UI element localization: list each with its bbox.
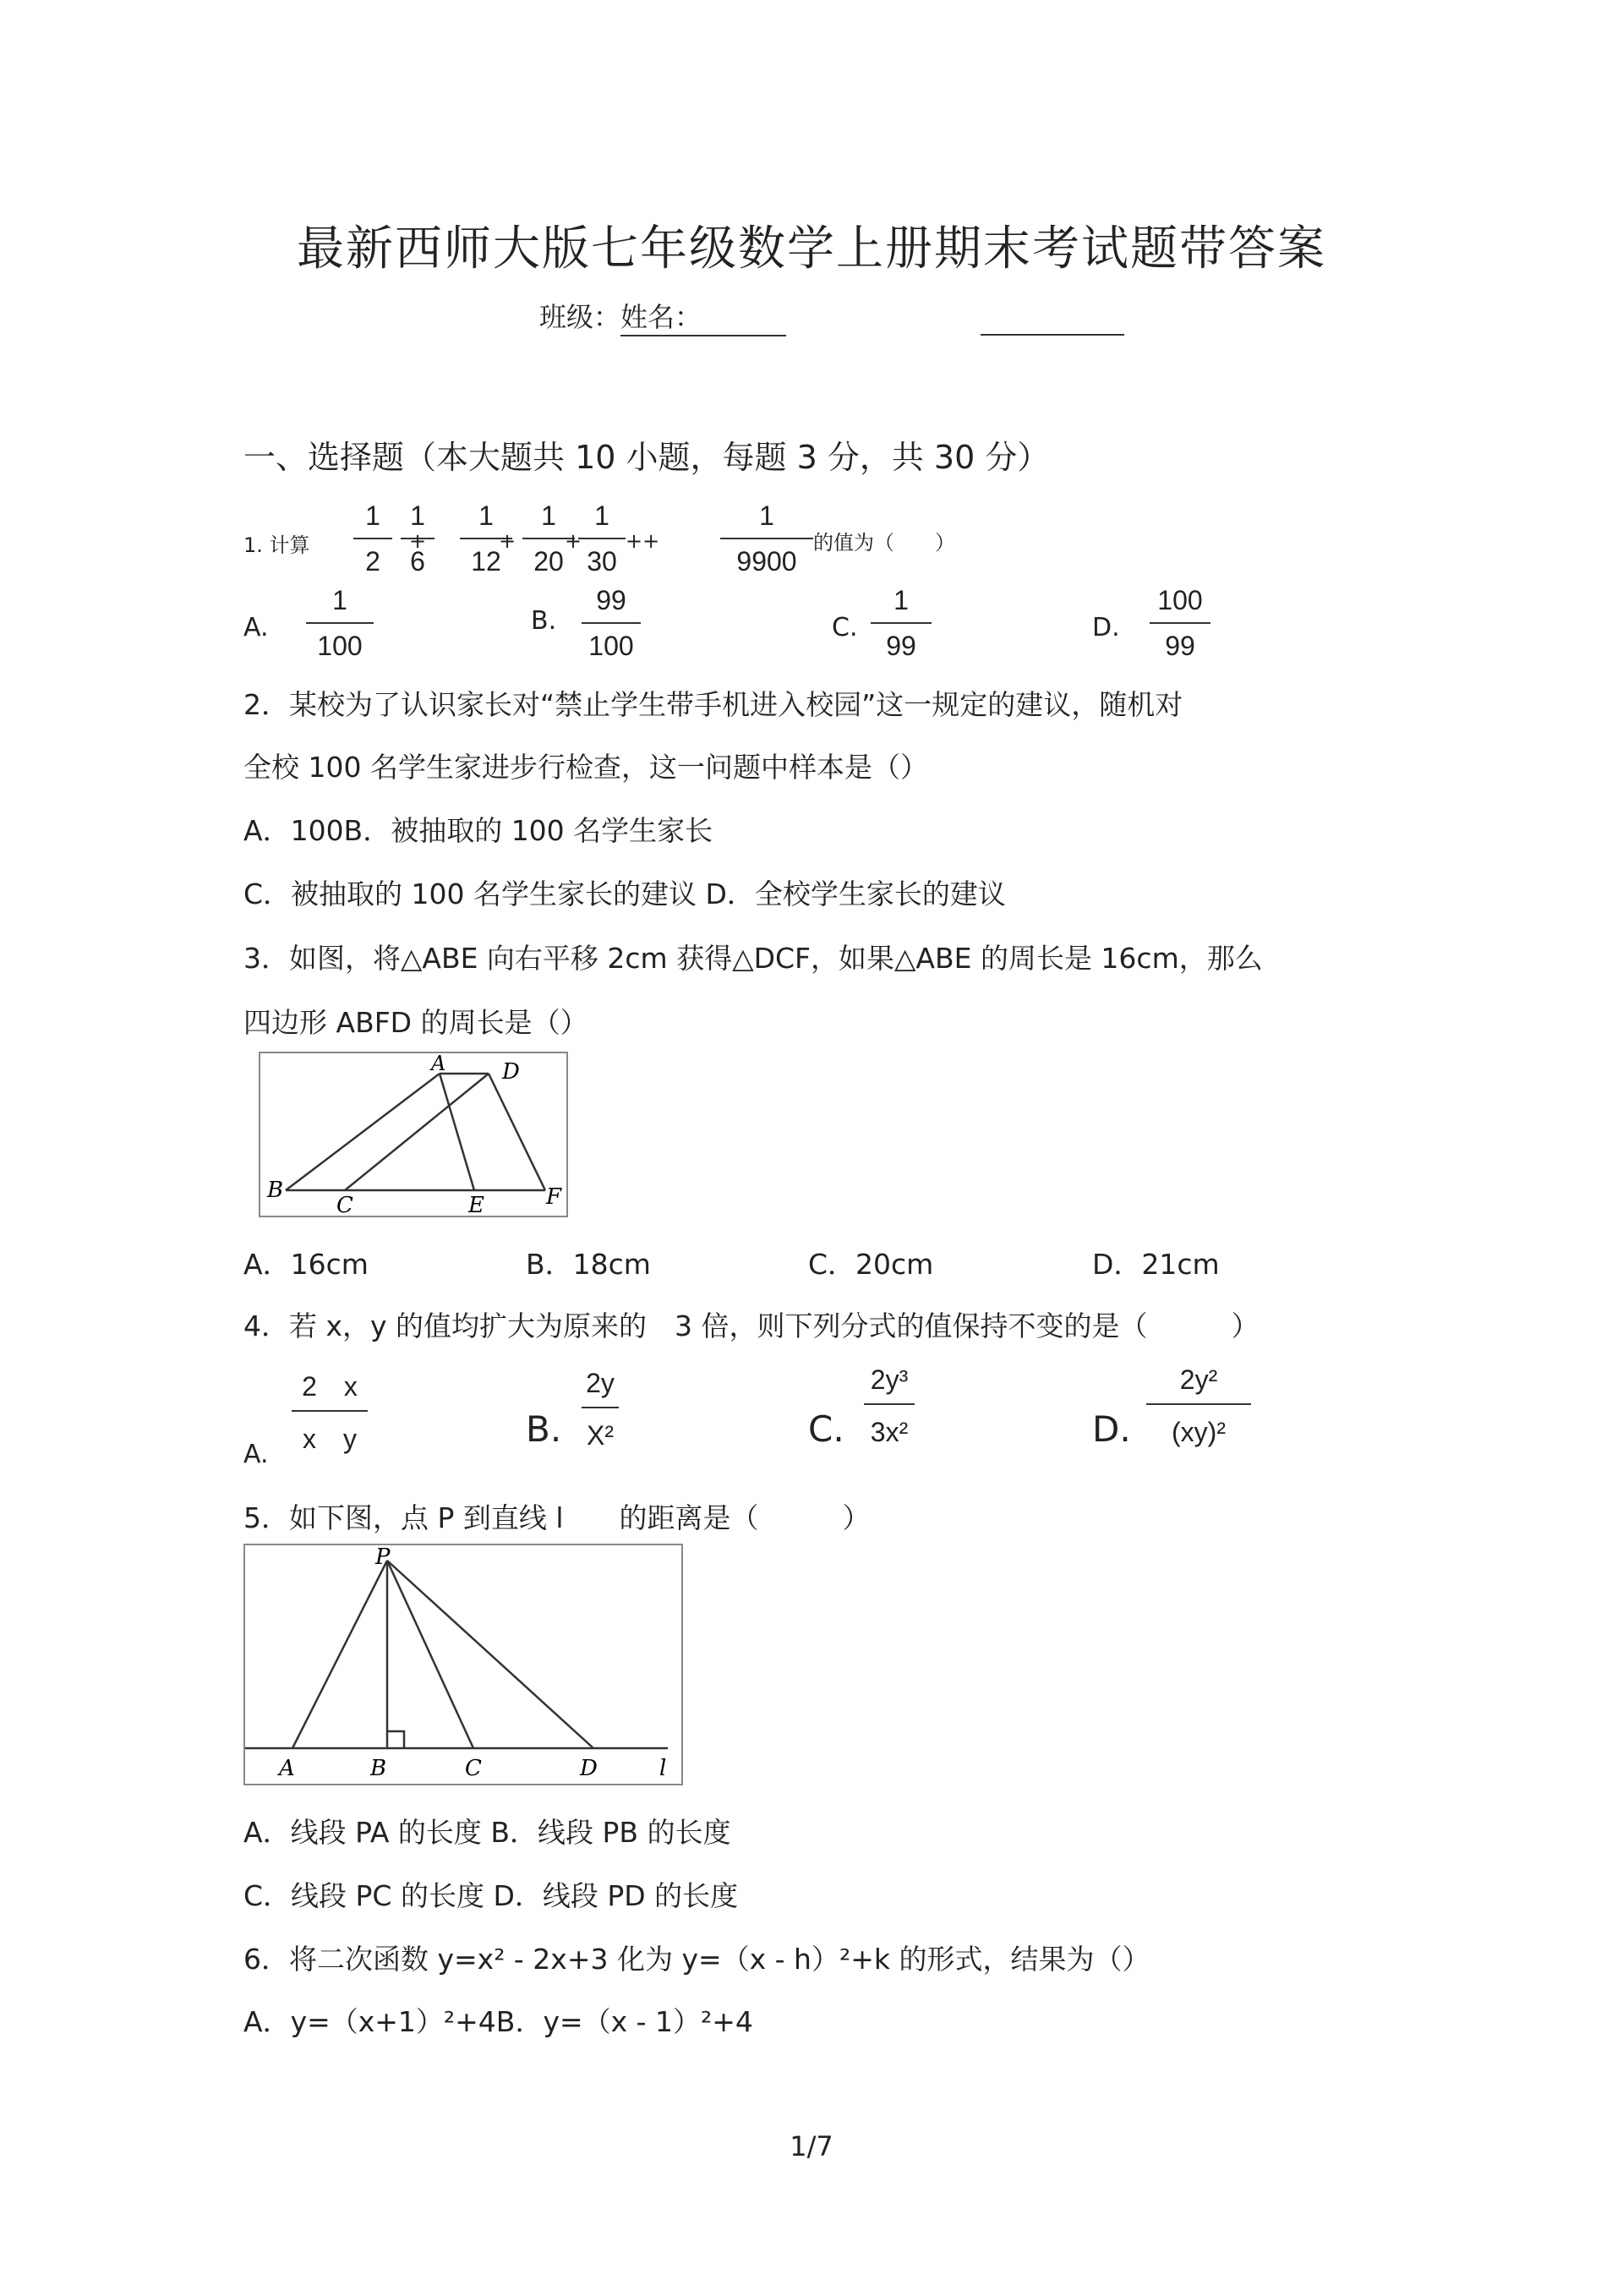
q4-option-b-label: B.	[526, 1408, 562, 1450]
q2-option-ab: A．100B．被抽取的 100 名学生家长	[243, 814, 713, 847]
q2-option-cd: C．被抽取的 100 名学生家长的建议 D．全校学生家长的建议	[243, 877, 1006, 910]
right-angle-mark	[387, 1731, 404, 1748]
q1-option-a-label: A.	[243, 613, 269, 642]
q1-term-last: 1 9900	[720, 499, 813, 578]
name-label: 姓名：	[620, 301, 702, 333]
q4-option-a-label: A.	[243, 1440, 269, 1469]
q3-figure	[259, 1052, 568, 1217]
q1-option-c-label: C.	[832, 613, 858, 642]
q1-term-4: 1 20	[522, 499, 575, 578]
fig-label-a: A	[431, 1053, 446, 1075]
fig-label-d: D	[502, 1059, 520, 1085]
q1-option-d: 100 99	[1150, 583, 1210, 663]
q3-option-a: A．16cm	[243, 1248, 369, 1281]
q1-op-1: +	[409, 529, 427, 553]
q1-op-3: +	[565, 529, 582, 553]
q1-option-b-label: B.	[531, 606, 557, 636]
q3-line2: 四边形 ABFD 的周长是（）	[243, 1006, 588, 1039]
class-label: 班级：	[539, 301, 621, 333]
q3-option-b: B．18cm	[526, 1248, 651, 1281]
fig-label-e: E	[468, 1193, 484, 1216]
segment-ae	[440, 1074, 474, 1190]
blank-line	[981, 334, 1124, 336]
q6-option-ab: A．y=（x+1）²+4B．y=（x - 1）²+4	[243, 2005, 753, 2038]
q4-option-d: 2y² (xy)²	[1146, 1363, 1251, 1449]
q5-figure	[243, 1544, 683, 1785]
q3-diagram	[260, 1053, 566, 1216]
fig-label-f: F	[546, 1184, 562, 1210]
q1-term-1: 1 2	[353, 499, 392, 578]
q1-option-a: 1 100	[306, 583, 374, 663]
segment-df	[489, 1074, 545, 1190]
q1-op-4: ++	[626, 529, 660, 553]
q2-line1: 2．某校为了认识家长对“禁止学生带手机进入校园”这一规定的建议，随机对	[243, 688, 1183, 721]
fig-label-a5: A	[279, 1756, 295, 1781]
fig-label-l: l	[659, 1756, 667, 1781]
q4-option-c: 2y³ 3x²	[864, 1363, 915, 1449]
q1-suffix: 的值为（ ）	[813, 531, 955, 555]
q1-number: 1. 计算	[243, 533, 310, 557]
q4-option-d-label: D.	[1092, 1408, 1131, 1450]
segment-pd	[387, 1561, 593, 1748]
fig-label-c: C	[336, 1193, 353, 1216]
q5-option-cd: C．线段 PC 的长度 D．线段 PD 的长度	[243, 1879, 739, 1912]
q3-option-c: C．20cm	[808, 1248, 934, 1281]
q1-term-5: 1 30	[578, 499, 626, 578]
q1-option-d-label: D.	[1092, 613, 1120, 642]
q1-term-3: 1 12	[460, 499, 512, 578]
q5-option-ab: A．线段 PA 的长度 B．线段 PB 的长度	[243, 1816, 731, 1849]
q4-option-c-label: C.	[808, 1408, 844, 1450]
q2-line2: 全校 100 名学生家进步行检查，这一问题中样本是（）	[243, 751, 928, 784]
q1-option-b: 99 100	[582, 583, 641, 663]
q1-option-c: 1 99	[871, 583, 932, 663]
fig-label-c5: C	[465, 1756, 482, 1781]
q4-option-a: 2 x x y	[292, 1369, 368, 1456]
q6-line1: 6．将二次函数 y=x² - 2x+3 化为 y=（x - h）²+k 的形式，结果为（）	[243, 1943, 1150, 1976]
fig-label-b5: B	[370, 1756, 387, 1781]
q4-option-b: 2y X²	[582, 1366, 619, 1452]
segment-pa	[292, 1561, 387, 1748]
fig-label-b: B	[267, 1178, 284, 1203]
fig-label-p: P	[375, 1545, 391, 1570]
class-name-line	[539, 296, 786, 336]
q1-op-2: +	[499, 529, 516, 553]
page-number: 1/7	[790, 2130, 833, 2162]
section-heading: 一、选择题（本大题共 10 小题，每题 3 分，共 30 分）	[243, 439, 1050, 476]
q3-line1: 3．如图，将△ABE 向右平移 2cm 获得△DCF，如果△ABE 的周长是 16cm，那么	[243, 942, 1263, 975]
q5-diagram	[245, 1545, 681, 1784]
q3-option-d: D．21cm	[1092, 1248, 1220, 1281]
page-title: 最新西师大版七年级数学上册期末考试题带答案	[297, 221, 1326, 276]
segment-pc	[387, 1561, 473, 1748]
fig-label-d5: D	[580, 1756, 598, 1781]
name-field	[620, 296, 786, 336]
q1-term-2: 1 6	[401, 499, 434, 578]
q4-line1: 4．若 x，y 的值均扩大为原来的 3 倍，则下列分式的值保持不变的是（ ）	[243, 1309, 1260, 1342]
q5-line1: 5．如下图，点 P 到直线 l 的距离是（ ）	[243, 1501, 871, 1534]
